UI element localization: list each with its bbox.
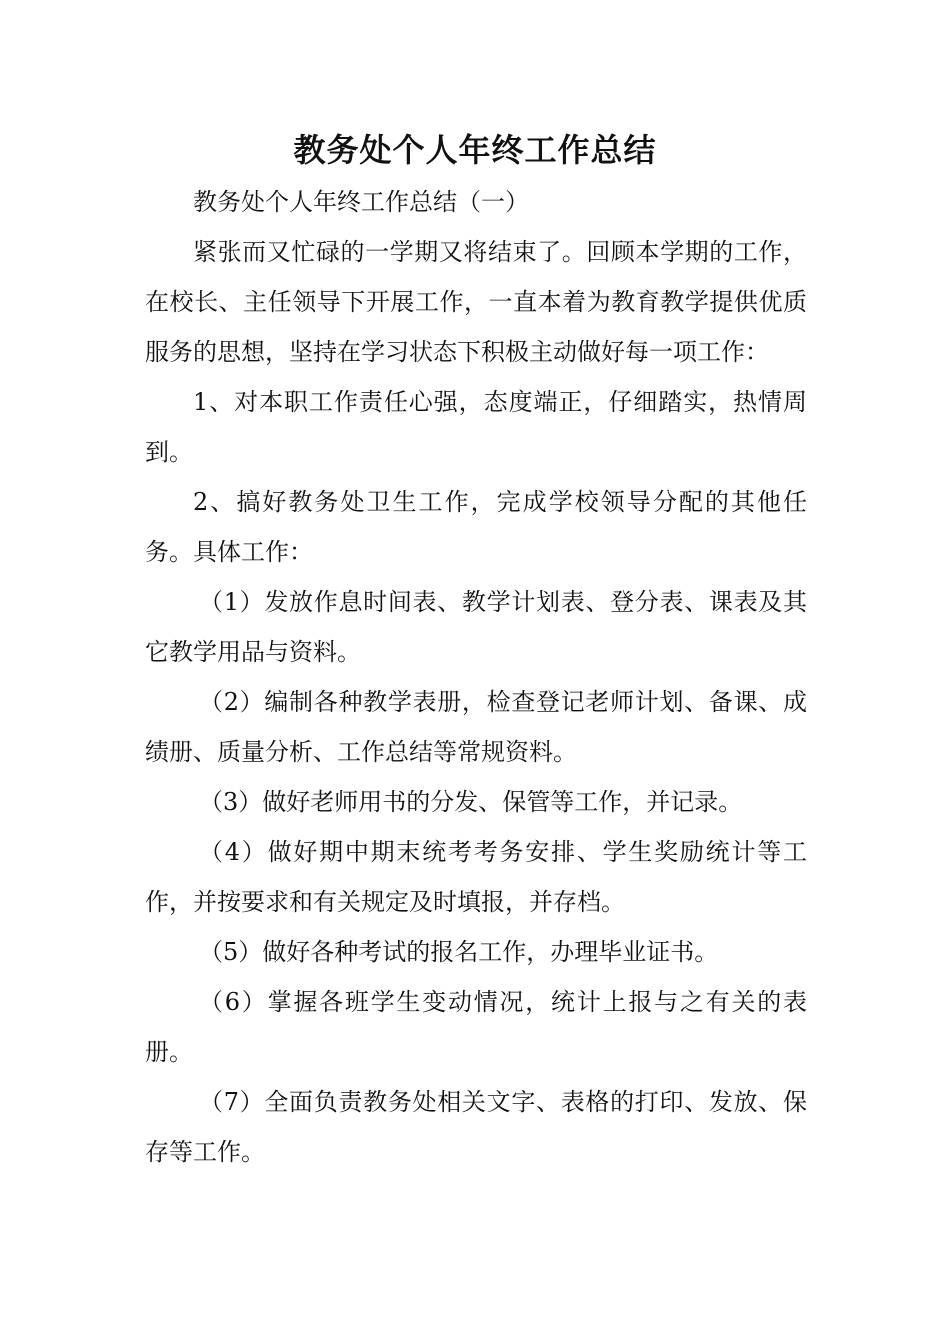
intro-paragraph: 紧张而又忙碌的一学期又将结束了。回顾本学期的工作，在校长、主任领导下开展工作，一直本着为教育教学提供优质服务的思想，坚持在学习状态下积极主动做好每一项工作： [145,238,807,366]
list-item: （3）做好老师用书的分发、保管等工作，并记录。 [199,788,743,816]
list-item: （4）做好期中期末统考考务安排、学生奖励统计等工作，并按要求和有关规定及时填报，并存档。 [145,838,807,916]
list-item: （6）掌握各班学生变动情况，统计上报与之有关的表册。 [145,988,807,1066]
point-paragraph: 1、对本职工作责任心强，态度端正，仔细踏实，热情周到。 [145,388,807,466]
point-paragraph: 2、搞好教务处卫生工作，完成学校领导分配的其他任务。具体工作： [145,488,807,566]
list-item: （5）做好各种考试的报名工作，办理毕业证书。 [199,938,719,966]
list-item: （1）发放作息时间表、教学计划表、登分表、课表及其它教学用品与资料。 [145,588,807,666]
section-heading: 教务处个人年终工作总结（一） [193,188,529,216]
document-title: 教务处个人年终工作总结 [293,131,657,169]
list-item: （2）编制各种教学表册，检查登记老师计划、备课、成绩册、质量分析、工作总结等常规资料。 [145,688,807,766]
list-item: （7）全面负责教务处相关文字、表格的打印、发放、保存等工作。 [145,1088,807,1166]
document-body [145,177,807,1177]
